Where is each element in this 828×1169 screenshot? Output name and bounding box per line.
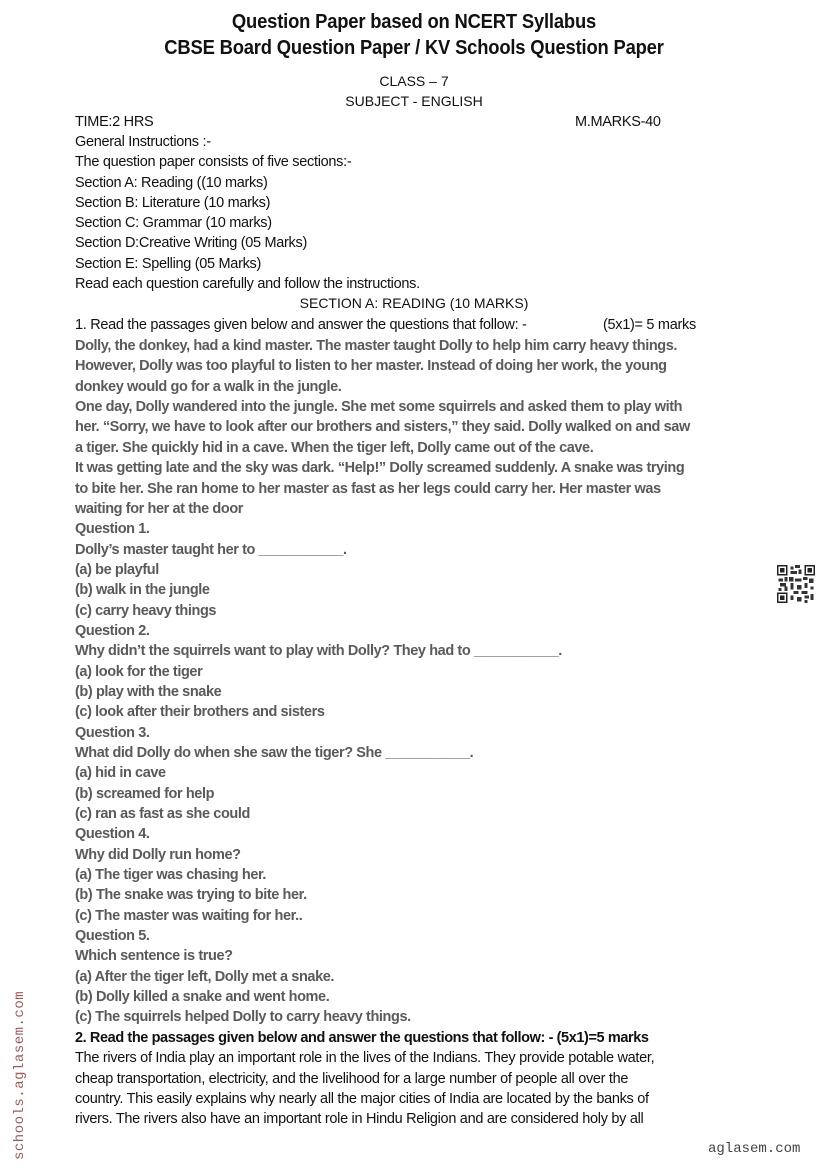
instruction-section-e: Section E: Spelling (05 Marks)	[75, 256, 262, 272]
passage-line: a tiger. She quickly hid in a cave. When the tiger left, Dolly came out of the cave.	[75, 440, 594, 456]
passage-line: donkey would go for a walk in the jungle.	[75, 379, 342, 395]
question-option: (a) After the tiger left, Dolly met a snake.	[75, 969, 335, 985]
question-option: (a) look for the tiger	[75, 664, 203, 680]
question-option: (c) The master was waiting for her..	[75, 908, 303, 924]
bottom-watermark: aglasem.com	[708, 1141, 801, 1157]
passage-line: cheap transportation, electricity, and the livelihood for a large number of people all over the	[75, 1071, 629, 1087]
passage-line: to bite her. She ran home to her master as fast as her legs could carry her. Her master was	[75, 481, 661, 497]
passage-line: However, Dolly was too playful to listen to her master. Instead of doing her work, the young	[75, 358, 667, 374]
side-watermark: schools.aglasem.com	[12, 990, 28, 1160]
question-option: (c) look after their brothers and sisters	[75, 704, 325, 720]
question-option: (a) The tiger was chasing her.	[75, 867, 267, 883]
question-label: Question 2.	[75, 623, 150, 639]
question-text: What did Dolly do when she saw the tiger? She ___________.	[75, 745, 474, 761]
q1-marks: (5x1)= 5 marks	[603, 317, 696, 333]
question-option: (a) be playful	[75, 562, 159, 578]
qr-code-icon	[777, 565, 815, 603]
passage-line: Dolly, the donkey, had a kind master. The master taught Dolly to help him carry heavy things.	[75, 338, 678, 354]
question-text: Why did Dolly run home?	[75, 847, 241, 863]
paper-subtitle: CBSE Board Question Paper / KV Schools Question Paper	[164, 37, 664, 59]
instructions-heading: General Instructions :-	[75, 134, 211, 150]
instruction-section-b: Section B: Literature (10 marks)	[75, 195, 271, 211]
question-option: (b) play with the snake	[75, 684, 222, 700]
q2-prompt: 2. Read the passages given below and answer the questions that follow: - (5x1)=5 marks	[75, 1030, 649, 1046]
question-label: Question 4.	[75, 826, 150, 842]
question-option: (c) ran as fast as she could	[75, 806, 250, 822]
passage-line: her. “Sorry, we have to look after our brothers and sisters,” they said. Dolly walked on and saw	[75, 419, 690, 435]
question-option: (b) Dolly killed a snake and went home.	[75, 989, 330, 1005]
max-marks-label: M.MARKS-40	[575, 114, 661, 130]
question-option: (c) carry heavy things	[75, 603, 217, 619]
passage-line: The rivers of India play an important role in the lives of the Indians. They provide potable water,	[75, 1050, 655, 1066]
question-text: Dolly’s master taught her to ___________.	[75, 542, 347, 558]
class-label: CLASS – 7	[379, 73, 449, 89]
question-text: Which sentence is true?	[75, 948, 233, 964]
instructions-closing: Read each question carefully and follow the instructions.	[75, 276, 420, 292]
question-option: (b) walk in the jungle	[75, 582, 210, 598]
question-option: (a) hid in cave	[75, 765, 166, 781]
q1-prompt: 1. Read the passages given below and answer the questions that follow: -	[75, 317, 527, 333]
passage-line: country. This easily explains why nearly all the major cities of India are located by the banks of	[75, 1091, 649, 1107]
passage-line: waiting for her at the door	[75, 501, 244, 517]
question-option: (b) The snake was trying to bite her.	[75, 887, 307, 903]
time-label: TIME:2 HRS	[75, 114, 154, 130]
instruction-section-a: Section A: Reading ((10 marks)	[75, 175, 268, 191]
question-text: Why didn’t the squirrels want to play with Dolly? They had to ___________.	[75, 643, 562, 659]
instruction-section-d: Section D:Creative Writing (05 Marks)	[75, 235, 307, 251]
question-label: Question 3.	[75, 725, 150, 741]
instructions-intro: The question paper consists of five sections:-	[75, 154, 352, 170]
question-label: Question 1.	[75, 521, 150, 537]
subject-label: SUBJECT - ENGLISH	[345, 93, 483, 109]
question-option: (b) screamed for help	[75, 786, 215, 802]
question-label: Question 5.	[75, 928, 150, 944]
paper-title: Question Paper based on NCERT Syllabus	[231, 11, 597, 33]
passage-line: It was getting late and the sky was dark. “Help!” Dolly screamed suddenly. A snake was trying	[75, 460, 685, 476]
section-a-heading: SECTION A: READING (10 MARKS)	[299, 295, 529, 311]
passage-line: rivers. The rivers also have an important role in Hindu Religion and are considered holy by all	[75, 1111, 644, 1127]
question-option: (c) The squirrels helped Dolly to carry heavy things.	[75, 1009, 411, 1025]
passage-line: One day, Dolly wandered into the jungle. She met some squirrels and asked them to play with	[75, 399, 683, 415]
instruction-section-c: Section C: Grammar (10 marks)	[75, 215, 272, 231]
